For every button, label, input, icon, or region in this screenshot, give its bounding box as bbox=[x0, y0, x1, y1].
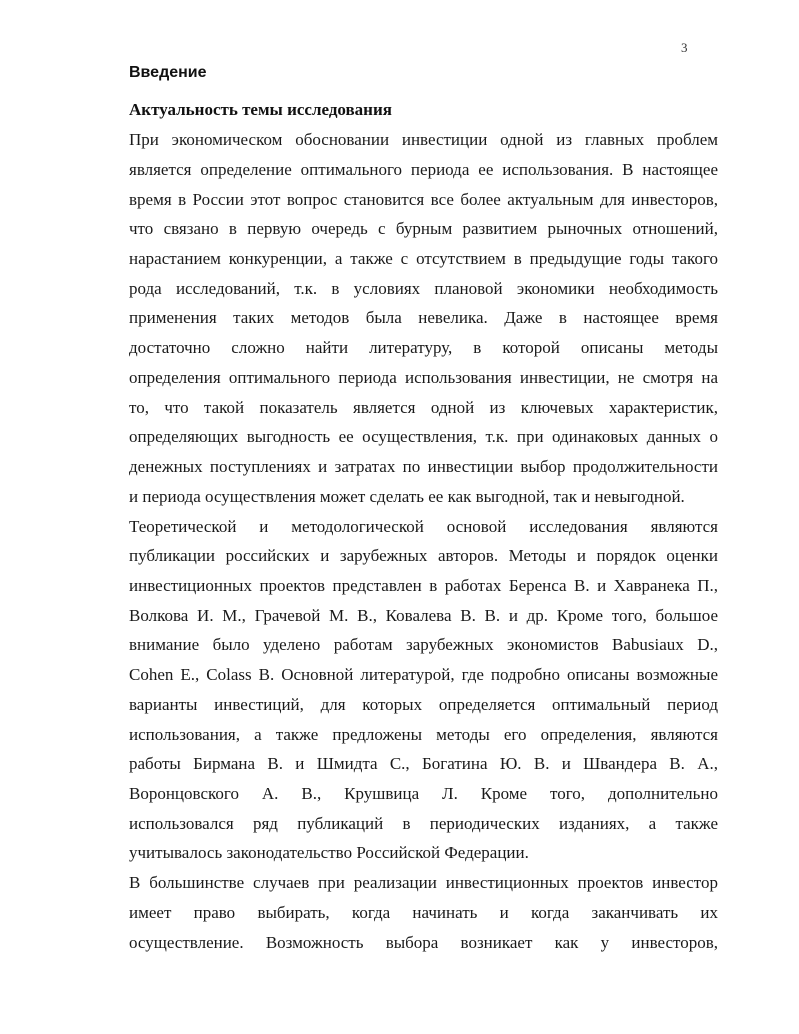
text-line: рода исследований, т.к. в условиях плановой экономики необходимость bbox=[129, 279, 718, 298]
text-line: является определение оптимального периода ее использования. В настоящее bbox=[129, 160, 718, 179]
text-line: определения оптимального периода использования инвестиции, не смотря на bbox=[129, 368, 718, 387]
text-line: и периода осуществления может сделать ее как выгодной, так и невыгодной. bbox=[129, 487, 685, 506]
text-line: Cohen E., Colass B. Основной литературой, где подробно описаны возможные bbox=[129, 665, 718, 684]
text-line: публикации российских и зарубежных авторов. Методы и порядок оценки bbox=[129, 546, 718, 565]
text-line: внимание было уделено работам зарубежных экономистов Babusiaux D., bbox=[129, 635, 718, 654]
text-line: учитывалось законодательство Российской Федерации. bbox=[129, 843, 529, 862]
section-title: Актуальность темы исследования bbox=[129, 100, 392, 119]
text-line: варианты инвестиций, для которых определяется оптимальный период bbox=[129, 695, 718, 714]
text-line: работы Бирмана В. и Шмидта С., Богатина Ю. В. и Швандера В. А., bbox=[129, 754, 718, 773]
chapter-heading: Введение bbox=[129, 64, 207, 81]
text-line: достаточно сложно найти литературу, в которой описаны методы bbox=[129, 338, 718, 357]
text-line: имеет право выбирать, когда начинать и когда заканчивать их bbox=[129, 903, 718, 922]
text-line: денежных поступлениях и затратах по инвестиции выбор продолжительности bbox=[129, 457, 718, 476]
text-line: определяющих выгодность ее осуществления, т.к. при одинаковых данных о bbox=[129, 427, 718, 446]
page-number: 3 bbox=[681, 40, 688, 55]
text-line: то, что такой показатель является одной из ключевых характеристик, bbox=[129, 398, 718, 417]
text-line: применения таких методов была невелика. Даже в настоящее время bbox=[129, 308, 718, 327]
text-line: использования, а также предложены методы его определения, являются bbox=[129, 725, 718, 744]
text-line: Воронцовского А. В., Крушвица Л. Кроме того, дополнительно bbox=[129, 784, 718, 803]
text-line: что связано в первую очередь с бурным развитием рыночных отношений, bbox=[129, 219, 718, 238]
text-line: При экономическом обосновании инвестиции одной из главных проблем bbox=[129, 130, 718, 149]
text-line: В большинстве случаев при реализации инвестиционных проектов инвестор bbox=[129, 873, 718, 892]
text-line: использовался ряд публикаций в периодических изданиях, а также bbox=[129, 814, 718, 833]
text-line: Волкова И. М., Грачевой М. В., Ковалева В. В. и др. Кроме того, большое bbox=[129, 606, 718, 625]
text-line: осуществление. Возможность выбора возникает как у инвесторов, bbox=[129, 933, 718, 952]
text-line: Теоретической и методологической основой исследования являются bbox=[129, 517, 718, 536]
text-line: инвестиционных проектов представлен в работах Беренса В. и Хавранека П., bbox=[129, 576, 718, 595]
text-line: нарастанием конкуренции, а также с отсутствием в предыдущие годы такого bbox=[129, 249, 718, 268]
text-line: время в России этот вопрос становится все более актуальным для инвесторов, bbox=[129, 190, 718, 209]
